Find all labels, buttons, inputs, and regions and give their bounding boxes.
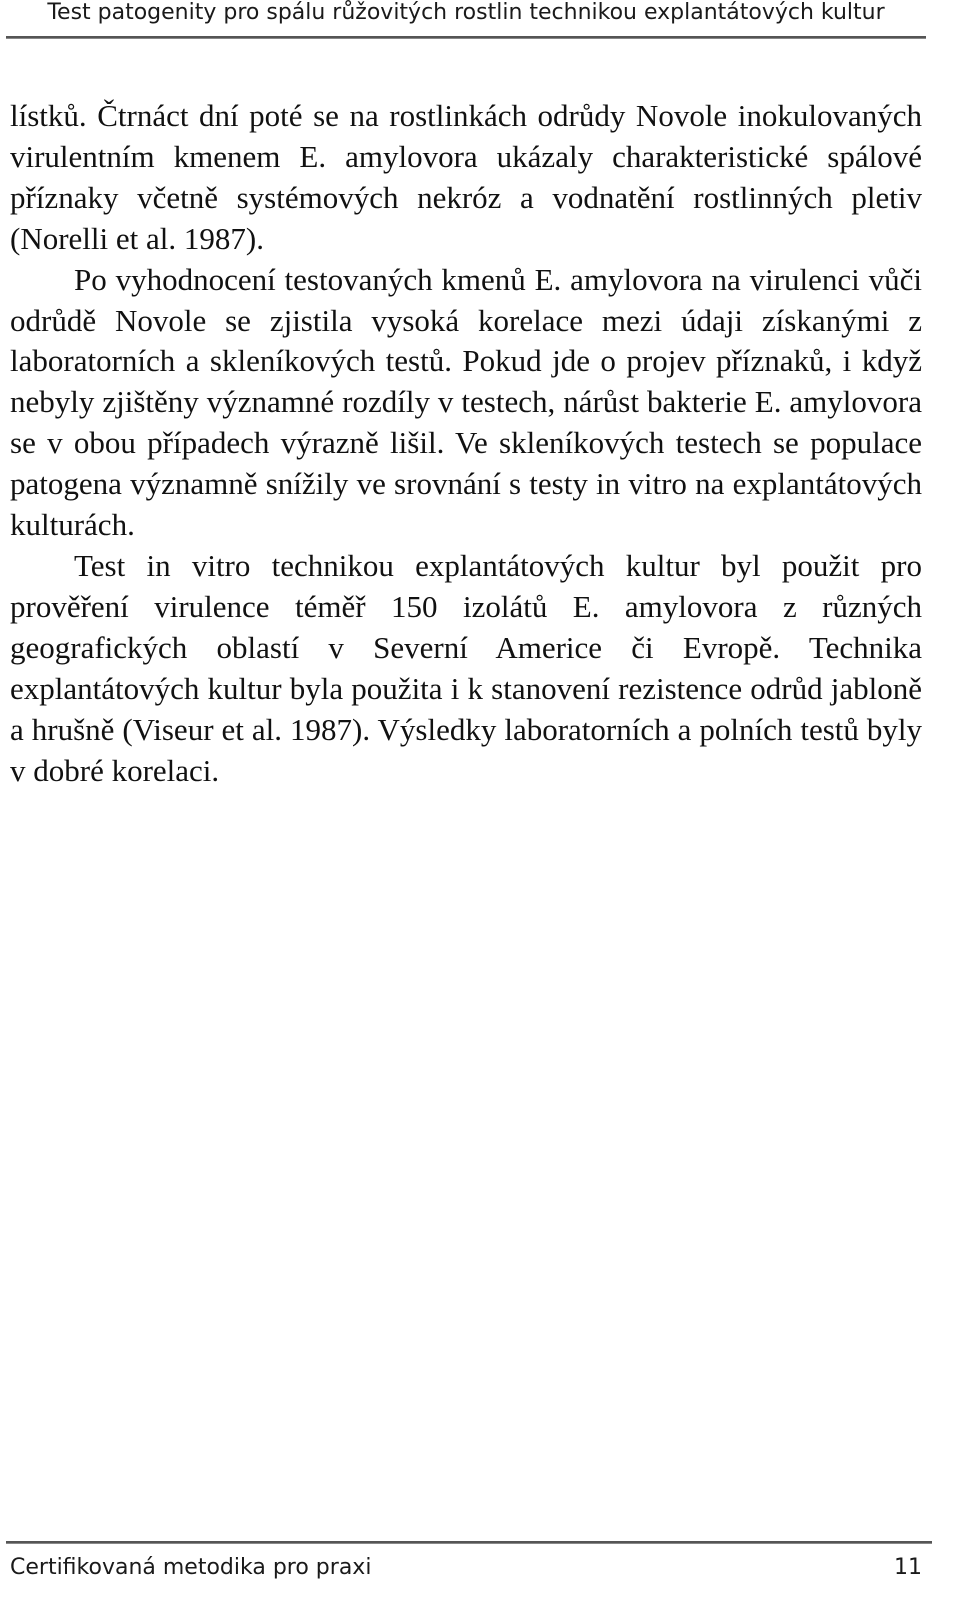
header-divider xyxy=(6,36,926,39)
running-header xyxy=(10,0,922,34)
footer-divider xyxy=(6,1541,932,1544)
running-title: Test patogenity pro spálu růžovitých rostlin technikou explantátových kultur xyxy=(47,0,885,25)
paragraph-3: Test in vitro technikou explantátových kultur byl použit pro prověření virulence téměř 150 izolátů E. amylovora z různých geografických oblastí v Severní Americe či Evropě. Technika explantátových kultur byla použita i k stanovení rezistence odrůd jabloně a hrušně (Viseur et al. 1987). Výsledky laboratorních a polních testů byly v dobré korelaci. xyxy=(10,547,922,788)
footer-label: Certifikovaná metodika pro praxi xyxy=(10,1555,372,1580)
paragraph-2: Po vyhodnocení testovaných kmenů E. amylovora na virulenci vůči odrůdě Novole se zjistila vysoká korelace mezi údaji získanými z laboratorních a skleníkových testů. Pokud jde o projev příznaků, i když nebyly zjištěny významné rozdíly v testech, nárůst bakterie E. amylovora se v obou případech výrazně lišil. Ve skleníkových testech se populace patogena významně snížily ve srovnání s testy in vitro na explantátových kulturách. xyxy=(10,261,922,543)
paragraph-1: lístků. Čtrnáct dní poté se na rostlinkách odrůdy Novole inokulovaných virulentním kmenem E. amylovora ukázaly charakteristické spálové příznaky včetně systémových nekróz a vodnatění rostlinných pletiv (Norelli et al. 1987). xyxy=(10,98,922,256)
page-number: 11 xyxy=(894,1555,922,1580)
main-text xyxy=(10,96,922,791)
page-footer xyxy=(10,1552,922,1588)
